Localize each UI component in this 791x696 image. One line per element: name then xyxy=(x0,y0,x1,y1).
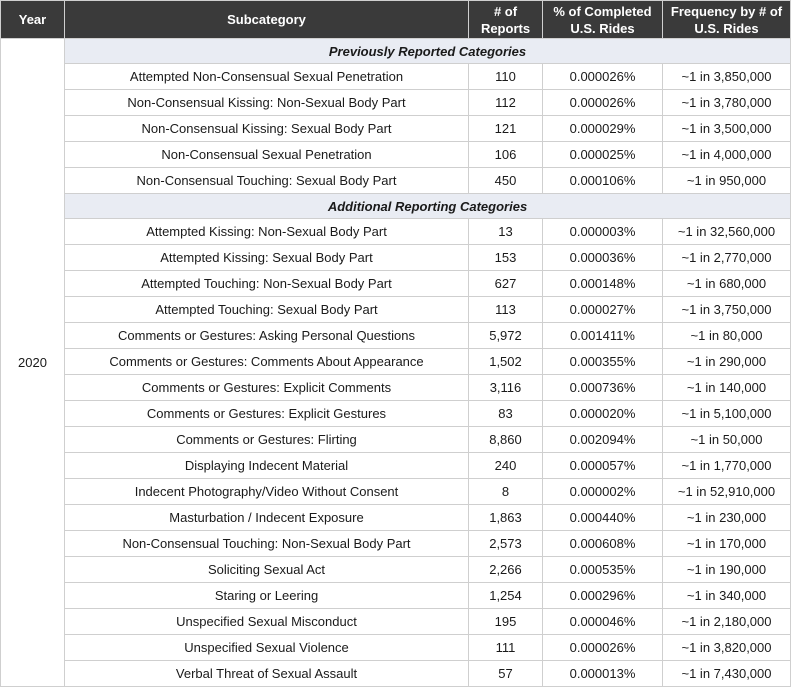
freq-cell: ~1 in 340,000 xyxy=(663,583,791,609)
table-row xyxy=(1,427,791,453)
reports-cell: 106 xyxy=(469,142,543,168)
subcategory-cell: Unspecified Sexual Misconduct xyxy=(65,609,469,635)
header-reports-line2: Reports xyxy=(480,20,531,36)
table-row xyxy=(1,168,791,194)
reports-cell: 13 xyxy=(469,219,543,245)
reports-cell: 83 xyxy=(469,401,543,427)
reports-cell: 450 xyxy=(469,168,543,194)
table-row xyxy=(1,219,791,245)
reports-cell: 195 xyxy=(469,609,543,635)
reports-cell: 1,863 xyxy=(469,505,543,531)
table-row xyxy=(1,271,791,297)
freq-cell: ~1 in 140,000 xyxy=(663,375,791,401)
freq-cell: ~1 in 3,780,000 xyxy=(663,90,791,116)
header-pct-line2: U.S. Rides xyxy=(570,20,635,36)
table-row xyxy=(1,142,791,168)
subcategory-cell: Attempted Non-Consensual Sexual Penetration xyxy=(65,64,469,90)
pct-cell: 0.000027% xyxy=(543,297,663,323)
table-row xyxy=(1,323,791,349)
reports-cell: 240 xyxy=(469,453,543,479)
reports-cell: 113 xyxy=(469,297,543,323)
reports-cell: 111 xyxy=(469,635,543,661)
reports-cell: 8 xyxy=(469,479,543,505)
pct-cell: 0.000046% xyxy=(543,609,663,635)
section-title: Additional Reporting Categories xyxy=(65,194,791,219)
freq-cell: ~1 in 5,100,000 xyxy=(663,401,791,427)
table-row xyxy=(1,479,791,505)
pct-cell: 0.000026% xyxy=(543,635,663,661)
pct-cell: 0.000002% xyxy=(543,479,663,505)
freq-cell: ~1 in 2,770,000 xyxy=(663,245,791,271)
table-row xyxy=(1,375,791,401)
header-year: Year xyxy=(1,1,65,39)
freq-cell: ~1 in 290,000 xyxy=(663,349,791,375)
subcategory-cell: Indecent Photography/Video Without Consent xyxy=(65,479,469,505)
header-freq-line1: Frequency by # of xyxy=(670,3,783,19)
freq-cell: ~1 in 2,180,000 xyxy=(663,609,791,635)
subcategory-cell: Soliciting Sexual Act xyxy=(65,557,469,583)
freq-cell: ~1 in 950,000 xyxy=(663,168,791,194)
table-row xyxy=(1,661,791,687)
freq-cell: ~1 in 3,500,000 xyxy=(663,116,791,142)
subcategory-cell: Non-Consensual Kissing: Sexual Body Part xyxy=(65,116,469,142)
freq-cell: ~1 in 190,000 xyxy=(663,557,791,583)
header-reports xyxy=(469,1,543,39)
subcategory-cell: Attempted Touching: Non-Sexual Body Part xyxy=(65,271,469,297)
table-row xyxy=(1,453,791,479)
subcategory-cell: Attempted Kissing: Non-Sexual Body Part xyxy=(65,219,469,245)
reports-cell: 153 xyxy=(469,245,543,271)
subcategory-cell: Verbal Threat of Sexual Assault xyxy=(65,661,469,687)
table-row xyxy=(1,64,791,90)
subcategory-cell: Comments or Gestures: Asking Personal Questions xyxy=(65,323,469,349)
freq-cell: ~1 in 3,850,000 xyxy=(663,64,791,90)
reports-cell: 57 xyxy=(469,661,543,687)
freq-cell: ~1 in 3,820,000 xyxy=(663,635,791,661)
table-row xyxy=(1,349,791,375)
pct-cell: 0.000106% xyxy=(543,168,663,194)
subcategory-cell: Staring or Leering xyxy=(65,583,469,609)
table-row xyxy=(1,583,791,609)
subcategory-cell: Non-Consensual Touching: Sexual Body Part xyxy=(65,168,469,194)
pct-cell: 0.000535% xyxy=(543,557,663,583)
header-reports-line1: # of xyxy=(493,3,518,19)
year-cell: 2020 xyxy=(1,39,65,687)
freq-cell: ~1 in 3,750,000 xyxy=(663,297,791,323)
pct-cell: 0.001411% xyxy=(543,323,663,349)
freq-cell: ~1 in 50,000 xyxy=(663,427,791,453)
pct-cell: 0.000736% xyxy=(543,375,663,401)
reports-cell: 110 xyxy=(469,64,543,90)
freq-cell: ~1 in 170,000 xyxy=(663,531,791,557)
header-row xyxy=(1,1,791,39)
freq-cell: ~1 in 1,770,000 xyxy=(663,453,791,479)
reports-cell: 3,116 xyxy=(469,375,543,401)
pct-cell: 0.000355% xyxy=(543,349,663,375)
section-row xyxy=(1,194,791,219)
subcategory-cell: Masturbation / Indecent Exposure xyxy=(65,505,469,531)
reports-cell: 627 xyxy=(469,271,543,297)
table-row xyxy=(1,531,791,557)
subcategory-cell: Attempted Touching: Sexual Body Part xyxy=(65,297,469,323)
pct-cell: 0.000296% xyxy=(543,583,663,609)
pct-cell: 0.000026% xyxy=(543,64,663,90)
subcategory-cell: Unspecified Sexual Violence xyxy=(65,635,469,661)
reports-cell: 5,972 xyxy=(469,323,543,349)
table-row xyxy=(1,116,791,142)
header-freq-line2: U.S. Rides xyxy=(694,20,759,36)
pct-cell: 0.000013% xyxy=(543,661,663,687)
table-row xyxy=(1,401,791,427)
reports-cell: 2,573 xyxy=(469,531,543,557)
reports-cell: 1,254 xyxy=(469,583,543,609)
pct-cell: 0.000440% xyxy=(543,505,663,531)
table-row xyxy=(1,245,791,271)
freq-cell: ~1 in 230,000 xyxy=(663,505,791,531)
header-freq xyxy=(663,1,791,39)
subcategory-cell: Displaying Indecent Material xyxy=(65,453,469,479)
table-row xyxy=(1,505,791,531)
pct-cell: 0.000020% xyxy=(543,401,663,427)
freq-cell: ~1 in 680,000 xyxy=(663,271,791,297)
freq-cell: ~1 in 7,430,000 xyxy=(663,661,791,687)
reports-cell: 8,860 xyxy=(469,427,543,453)
header-subcategory: Subcategory xyxy=(65,1,469,39)
freq-cell: ~1 in 52,910,000 xyxy=(663,479,791,505)
table-row xyxy=(1,90,791,116)
table-row xyxy=(1,635,791,661)
subcategory-cell: Comments or Gestures: Flirting xyxy=(65,427,469,453)
pct-cell: 0.000036% xyxy=(543,245,663,271)
table-row xyxy=(1,297,791,323)
reports-cell: 1,502 xyxy=(469,349,543,375)
freq-cell: ~1 in 32,560,000 xyxy=(663,219,791,245)
table-row xyxy=(1,557,791,583)
pct-cell: 0.000029% xyxy=(543,116,663,142)
pct-cell: 0.000608% xyxy=(543,531,663,557)
freq-cell: ~1 in 80,000 xyxy=(663,323,791,349)
freq-cell: ~1 in 4,000,000 xyxy=(663,142,791,168)
pct-cell: 0.000003% xyxy=(543,219,663,245)
subcategory-cell: Comments or Gestures: Explicit Comments xyxy=(65,375,469,401)
section-title: Previously Reported Categories xyxy=(65,39,791,64)
reports-cell: 121 xyxy=(469,116,543,142)
subcategory-cell: Comments or Gestures: Explicit Gestures xyxy=(65,401,469,427)
header-pct-line1: % of Completed xyxy=(553,3,652,19)
pct-cell: 0.000025% xyxy=(543,142,663,168)
subcategory-cell: Non-Consensual Touching: Non-Sexual Body Part xyxy=(65,531,469,557)
subcategory-cell: Attempted Kissing: Sexual Body Part xyxy=(65,245,469,271)
subcategory-cell: Non-Consensual Kissing: Non-Sexual Body Part xyxy=(65,90,469,116)
pct-cell: 0.000057% xyxy=(543,453,663,479)
pct-cell: 0.002094% xyxy=(543,427,663,453)
header-pct xyxy=(543,1,663,39)
table-row xyxy=(1,609,791,635)
subcategory-cell: Non-Consensual Sexual Penetration xyxy=(65,142,469,168)
pct-cell: 0.000026% xyxy=(543,90,663,116)
reports-cell: 112 xyxy=(469,90,543,116)
subcategory-cell: Comments or Gestures: Comments About Appearance xyxy=(65,349,469,375)
reports-cell: 2,266 xyxy=(469,557,543,583)
pct-cell: 0.000148% xyxy=(543,271,663,297)
section-row xyxy=(1,39,791,64)
